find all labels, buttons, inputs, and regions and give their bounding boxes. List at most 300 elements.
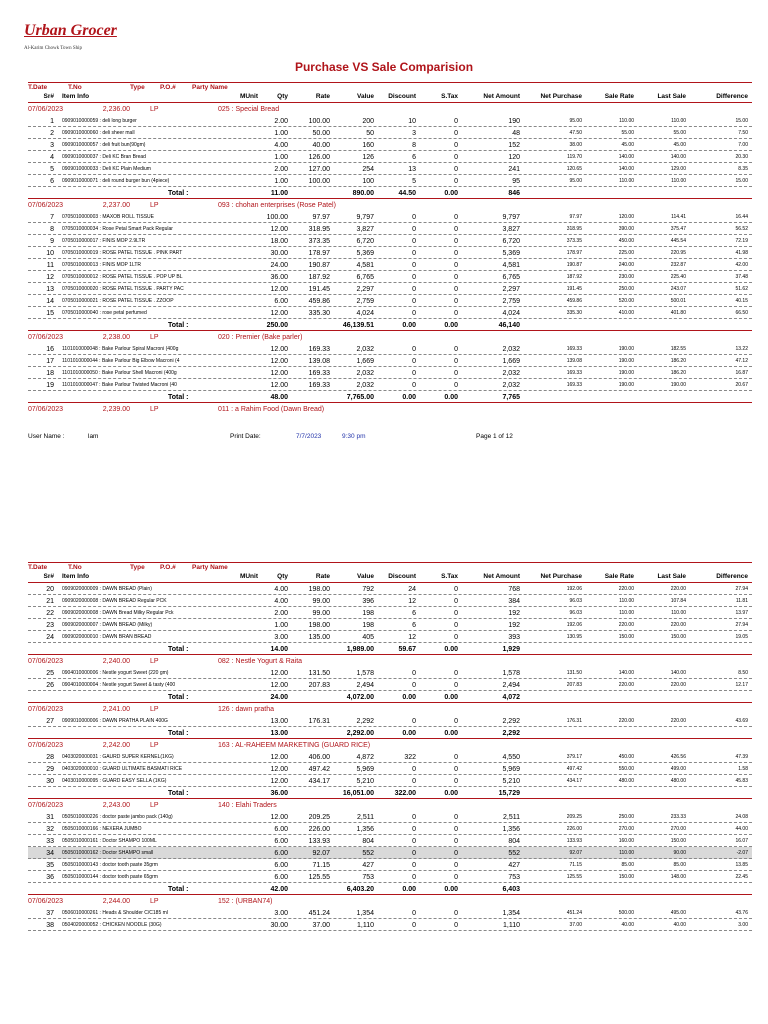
cell-difference: 43.76 [735, 910, 748, 916]
cell-difference: 16.87 [735, 370, 748, 376]
header-discount: Discount [388, 573, 416, 580]
cell-sale-rate: 500.00 [618, 910, 634, 916]
cell-sr: 38 [46, 922, 54, 929]
cell-last-sale: 270.00 [670, 826, 686, 832]
cell-sr: 12 [46, 274, 54, 281]
cell-discount: 0 [412, 226, 416, 233]
cell-stax: 0 [454, 814, 458, 821]
cell-item-info: 0505010000162 : Doctor SHAMPO small [62, 850, 154, 856]
table-row[interactable] [28, 379, 752, 391]
invoice-type: LP [150, 334, 159, 341]
table-row[interactable] [28, 907, 752, 919]
cell-sale-rate: 190.00 [618, 382, 634, 388]
cell-item-info: 0705010000034 : Rose Petal Smart Pack Regular [62, 226, 173, 232]
table-row[interactable] [28, 307, 752, 319]
group-total-row [28, 643, 752, 655]
cell-rate: 406.00 [308, 754, 330, 761]
cell-sale-rate: 480.00 [618, 778, 634, 784]
table-row[interactable] [28, 211, 752, 223]
cell-difference: 20.67 [735, 382, 748, 388]
cell-sr: 34 [46, 850, 54, 857]
total-net: 6,403 [502, 886, 520, 893]
cell-difference: 45.83 [735, 778, 748, 784]
cell-qty: 6.00 [274, 298, 288, 305]
header-rate: Rate [315, 573, 330, 580]
header-stax: S.Tax [441, 93, 458, 100]
invoice-type: LP [150, 202, 159, 209]
group-total-row [28, 319, 752, 331]
cell-value: 126 [362, 154, 374, 161]
cell-net-purchase: 37.00 [569, 922, 582, 928]
cell-last-sale: 182.55 [670, 346, 686, 352]
table-row[interactable] [28, 343, 752, 355]
table-row[interactable] [28, 919, 752, 931]
cell-value: 804 [362, 838, 374, 845]
cell-stax: 0 [454, 838, 458, 845]
table-row[interactable] [28, 667, 752, 679]
invoice-group-header [28, 331, 752, 343]
cell-discount: 12 [408, 598, 416, 605]
cell-rate: 209.25 [308, 814, 330, 821]
cell-discount: 8 [412, 142, 416, 149]
cell-last-sale: 45.00 [673, 142, 686, 148]
cell-sale-rate: 190.00 [618, 358, 634, 364]
invoice-tno: 2,236.00 [102, 106, 130, 113]
cell-value: 1,110 [357, 922, 374, 929]
cell-stax: 0 [454, 142, 458, 149]
header-sr: Sr# [43, 93, 54, 100]
cell-sr: 2 [50, 130, 54, 137]
invoice-tno: 2,243.00 [102, 802, 130, 809]
cell-value: 198 [362, 610, 374, 617]
cell-qty: 30.00 [270, 250, 288, 257]
table-row[interactable] [28, 619, 752, 631]
table-row[interactable] [28, 775, 752, 787]
total-discount: 44.50 [398, 190, 416, 197]
table-row[interactable] [28, 151, 752, 163]
cell-stax: 0 [454, 634, 458, 641]
invoice-tno: 2,237.00 [102, 202, 130, 209]
total-net: 1,929 [502, 646, 520, 653]
cell-net-purchase: 379.17 [566, 754, 582, 760]
cell-item-info: 0705010000021 : ROSE PATEL TISSUE . ZZOOP [62, 298, 174, 304]
cell-net-purchase: 131.50 [566, 670, 582, 676]
cell-net-purchase: 434.17 [566, 778, 582, 784]
table-row[interactable] [28, 751, 752, 763]
cell-stax: 0 [454, 358, 458, 365]
cell-sale-rate: 160.00 [618, 838, 634, 844]
cell-sale-rate: 120.00 [618, 214, 634, 220]
table-row[interactable] [28, 607, 752, 619]
header-net-amount: Net Amount [483, 573, 520, 580]
cell-qty: 18.00 [270, 238, 288, 245]
invoice-party: 126 : dawn pratha [218, 706, 275, 713]
table-row[interactable] [28, 127, 752, 139]
cell-last-sale: 150.00 [670, 634, 686, 640]
cell-sr: 4 [50, 154, 54, 161]
cell-net-purchase: 497.42 [566, 766, 582, 772]
cell-difference: 7.00 [738, 142, 748, 148]
cell-qty: 12.00 [270, 382, 288, 389]
cell-stax: 0 [454, 214, 458, 221]
cell-discount: 13 [408, 166, 416, 173]
cell-value: 2,292 [356, 718, 374, 725]
cell-qty: 12.00 [270, 814, 288, 821]
cell-stax: 0 [454, 850, 458, 857]
table-row[interactable] [28, 835, 752, 847]
total-value: 7,765.00 [346, 394, 374, 401]
table-row[interactable] [28, 583, 752, 595]
invoice-date: 07/06/2023 [28, 106, 64, 113]
cell-sr: 13 [46, 286, 54, 293]
total-net: 4,072 [502, 694, 520, 701]
cell-discount: 0 [412, 262, 416, 269]
cell-net-purchase: 169.33 [566, 346, 582, 352]
cell-sr: 28 [46, 754, 54, 761]
header-value: Value [357, 93, 374, 100]
cell-net-amount: 4,024 [502, 310, 520, 317]
cell-net-amount: 48 [512, 130, 520, 137]
cell-sr: 17 [46, 358, 54, 365]
table-row[interactable] [28, 715, 752, 727]
cell-qty: 12.00 [270, 226, 288, 233]
cell-value: 4,872 [356, 754, 374, 761]
invoice-party: 082 : Nestle Yogurt & Raita [218, 658, 303, 665]
cell-value: 5,969 [356, 766, 374, 773]
cell-discount: 0 [412, 250, 416, 257]
total-discount: 0.00 [402, 394, 416, 401]
cell-value: 2,494 [356, 682, 374, 689]
table-row[interactable] [28, 679, 752, 691]
cell-qty: 13.00 [270, 718, 288, 725]
cell-difference: 47.39 [735, 754, 748, 760]
cell-sr: 11 [46, 262, 54, 269]
invoice-date: 07/06/2023 [28, 742, 64, 749]
cell-rate: 373.35 [308, 238, 330, 245]
table-row[interactable] [28, 355, 752, 367]
cell-item-info: 0909010000059 : deli long burger [62, 118, 137, 124]
table-row[interactable] [28, 847, 752, 859]
cell-last-sale: 220.00 [670, 622, 686, 628]
cell-qty: 6.00 [274, 862, 288, 869]
total-discount: 59.67 [398, 646, 416, 653]
cell-stax: 0 [454, 166, 458, 173]
cell-sale-rate: 250.00 [618, 814, 634, 820]
cell-discount: 0 [412, 310, 416, 317]
cell-last-sale: 40.00 [673, 922, 686, 928]
total-label: Total : [168, 694, 189, 701]
cell-net-amount: 393 [508, 634, 520, 641]
cell-rate: 176.31 [308, 718, 330, 725]
cell-item-info: 0505010000226 : doctor paste jambo pack (140g) [62, 814, 173, 820]
cell-qty: 36.00 [270, 274, 288, 281]
cell-difference: 44.00 [735, 826, 748, 832]
cell-last-sale: 110.00 [671, 178, 686, 184]
cell-qty: 4.00 [274, 142, 288, 149]
header-po: P.O.# [160, 564, 176, 571]
cell-difference: 66.50 [735, 310, 748, 316]
cell-last-sale: 225.40 [670, 274, 686, 280]
cell-value: 753 [362, 874, 374, 881]
cell-sr: 31 [46, 814, 54, 821]
table-row[interactable] [28, 871, 752, 883]
cell-net-amount: 190 [508, 118, 520, 125]
footer-print-label: Print Date: [230, 433, 261, 440]
total-stax: 0.00 [444, 886, 458, 893]
total-qty: 11.00 [270, 190, 288, 197]
table-row[interactable] [28, 631, 752, 643]
cell-value: 396 [362, 598, 374, 605]
cell-net-amount: 2,032 [502, 346, 520, 353]
table-row[interactable] [28, 271, 752, 283]
cell-sale-rate: 220.00 [618, 586, 634, 592]
cell-difference: 16.07 [735, 838, 748, 844]
cell-sale-rate: 250.00 [618, 286, 634, 292]
header-tno: T.No [68, 564, 82, 571]
header-party: Party Name [192, 564, 228, 571]
cell-net-purchase: 191.45 [566, 286, 582, 292]
cell-qty: 12.00 [270, 670, 288, 677]
cell-value: 1,356 [356, 826, 374, 833]
table-row[interactable] [28, 859, 752, 871]
cell-rate: 318.95 [308, 226, 330, 233]
cell-difference: 1.58 [738, 766, 748, 772]
cell-sr: 18 [46, 370, 54, 377]
cell-net-amount: 2,494 [502, 682, 520, 689]
cell-qty: 1.00 [274, 154, 288, 161]
table-row[interactable] [28, 223, 752, 235]
invoice-type: LP [150, 898, 159, 905]
table-row[interactable] [28, 163, 752, 175]
cell-difference: 15.00 [735, 178, 748, 184]
cell-qty: 12.00 [270, 682, 288, 689]
cell-difference: 47.12 [735, 358, 748, 364]
cell-sr: 8 [50, 226, 54, 233]
table-row[interactable] [28, 283, 752, 295]
table-row[interactable] [28, 595, 752, 607]
cell-net-purchase: 119.70 [567, 154, 582, 160]
cell-discount: 0 [412, 298, 416, 305]
cell-net-purchase: 192.06 [566, 586, 582, 592]
total-stax: 0.00 [444, 190, 458, 197]
total-stax: 0.00 [444, 790, 458, 797]
cell-item-info: 0505010000143 : doctor tooth paste 35grm [62, 862, 158, 868]
cell-last-sale: 110.00 [671, 610, 686, 616]
table-row[interactable] [28, 259, 752, 271]
cell-item-info: 0705010000017 : FINIS MOP 2.9LTR [62, 238, 146, 244]
cell-net-purchase: 96.03 [569, 598, 582, 604]
group-total-row [28, 883, 752, 895]
cell-rate: 169.33 [308, 382, 330, 389]
cell-item-info: 0705010000013 : FINIS MOP 1LTR [62, 262, 142, 268]
header-row-2 [28, 572, 752, 583]
cell-discount: 0 [412, 214, 416, 221]
cell-net-purchase: 38.00 [569, 142, 582, 148]
cell-rate: 100.00 [308, 118, 330, 125]
cell-net-amount: 2,032 [502, 382, 520, 389]
cell-net-purchase: 169.33 [566, 370, 582, 376]
cell-net-amount: 241 [508, 166, 520, 173]
cell-qty: 6.00 [274, 826, 288, 833]
cell-sale-rate: 110.00 [619, 610, 634, 616]
cell-sale-rate: 220.00 [618, 622, 634, 628]
cell-item-info: 0909010000060 : deli sheer mall [62, 130, 135, 136]
cell-last-sale: 186.20 [670, 370, 686, 376]
cell-item-info: 0909020000010 : DAWN BRAN BREAD [62, 634, 152, 640]
cell-value: 3,827 [356, 226, 374, 233]
cell-value: 6,720 [356, 238, 374, 245]
table-row[interactable] [28, 247, 752, 259]
cell-qty: 12.00 [270, 370, 288, 377]
cell-stax: 0 [454, 826, 458, 833]
cell-qty: 1.00 [274, 130, 288, 137]
invoice-tno: 2,242.00 [102, 742, 130, 749]
cell-net-amount: 4,581 [502, 262, 520, 269]
cell-difference: 11.81 [735, 598, 748, 604]
total-label: Total : [168, 730, 189, 737]
cell-net-amount: 4,550 [502, 754, 520, 761]
cell-discount: 0 [412, 286, 416, 293]
total-qty: 42.00 [270, 886, 288, 893]
cell-difference: -2.07 [736, 850, 748, 856]
cell-discount: 0 [412, 718, 416, 725]
cell-sale-rate: 410.00 [618, 310, 634, 316]
header-munit: MUnit [239, 93, 258, 100]
table-row[interactable] [28, 235, 752, 247]
table-row[interactable] [28, 295, 752, 307]
total-qty: 48.00 [270, 394, 288, 401]
cell-net-amount: 427 [508, 862, 520, 869]
invoice-group-header [28, 799, 752, 811]
cell-item-info: 0505010000144 : doctor tooth paste 65grm [62, 874, 158, 880]
cell-stax: 0 [454, 610, 458, 617]
cell-net-purchase: 209.25 [566, 814, 582, 820]
cell-stax: 0 [454, 310, 458, 317]
cell-net-amount: 804 [508, 838, 520, 845]
table-row[interactable] [28, 811, 752, 823]
cell-sale-rate: 190.00 [618, 346, 634, 352]
cell-sr: 1 [50, 118, 54, 125]
cell-net-amount: 5,969 [502, 766, 520, 773]
cell-difference: 15.00 [735, 118, 748, 124]
cell-item-info: 0403020000031 : GAURD SUPER KERNEL(1KG) [62, 754, 174, 760]
cell-discount: 0 [412, 358, 416, 365]
cell-sr: 3 [50, 142, 54, 149]
cell-value: 2,032 [356, 346, 374, 353]
table-row[interactable] [28, 139, 752, 151]
cell-net-purchase: 95.00 [569, 118, 582, 124]
cell-value: 427 [362, 862, 374, 869]
cell-net-amount: 384 [508, 598, 520, 605]
header-value: Value [357, 573, 374, 580]
cell-value: 160 [362, 142, 374, 149]
cell-net-purchase: 139.08 [566, 358, 582, 364]
cell-rate: 335.30 [308, 310, 330, 317]
total-net: 15,729 [498, 790, 520, 797]
cell-difference: 56.52 [735, 226, 748, 232]
cell-item-info: 0909010000037 : Deli KC Bran Bread [62, 154, 146, 160]
invoice-type: LP [150, 706, 159, 713]
cell-item-info: 0904010000006 : Nestle yogurt Sweet (220 gm) [62, 670, 169, 676]
table-row[interactable] [28, 175, 752, 187]
table-row[interactable] [28, 763, 752, 775]
cell-net-amount: 2,297 [502, 286, 520, 293]
cell-value: 5,210 [356, 778, 374, 785]
cell-sr: 30 [46, 778, 54, 785]
cell-stax: 0 [454, 922, 458, 929]
cell-sr: 36 [46, 874, 54, 881]
cell-net-purchase: 97.97 [569, 214, 582, 220]
cell-rate: 226.00 [308, 826, 330, 833]
total-qty: 14.00 [270, 646, 288, 653]
total-value: 6,403.20 [346, 886, 374, 893]
cell-net-purchase: 373.35 [566, 238, 582, 244]
cell-sale-rate: 225.00 [618, 250, 634, 256]
cell-discount: 3 [412, 130, 416, 137]
report-page-2 [28, 562, 752, 931]
total-net: 846 [508, 190, 520, 197]
cell-rate: 99.00 [312, 598, 330, 605]
group-total-row [28, 787, 752, 799]
cell-sr: 22 [46, 610, 54, 617]
cell-rate: 198.00 [308, 622, 330, 629]
cell-rate: 71.15 [312, 862, 330, 869]
table-row[interactable] [28, 367, 752, 379]
cell-difference: 24.08 [735, 814, 748, 820]
cell-net-amount: 1,578 [502, 670, 520, 677]
invoice-party: 011 : a Rahim Food (Dawn Bread) [218, 406, 325, 413]
cell-difference: 43.69 [735, 718, 748, 724]
group-total-row [28, 187, 752, 199]
cell-discount: 0 [412, 382, 416, 389]
cell-value: 1,669 [356, 358, 374, 365]
cell-item-info: 1101010000047 : Bake Parlour Twisted Macroni (40 [62, 382, 177, 388]
cell-rate: 92.07 [312, 850, 330, 857]
cell-rate: 459.86 [308, 298, 330, 305]
cell-last-sale: 232.87 [670, 262, 686, 268]
total-value: 16,051.00 [342, 790, 374, 797]
cell-net-amount: 1,669 [502, 358, 520, 365]
cell-sr: 35 [46, 862, 54, 869]
cell-item-info: 0909010000071 : deli round burger bun (4piece) [62, 178, 170, 184]
cell-last-sale: 150.00 [670, 838, 686, 844]
invoice-party: 152 : (URBAN74) [218, 898, 273, 905]
cell-discount: 0 [412, 862, 416, 869]
cell-sale-rate: 450.00 [618, 754, 634, 760]
group-total-row [28, 391, 752, 403]
cell-net-purchase: 318.95 [566, 226, 582, 232]
cell-sale-rate: 110.00 [619, 850, 634, 856]
cell-last-sale: 401.80 [670, 310, 686, 316]
cell-item-info: 1101010000048 : Bake Parlour Spiral Macroni (400g [62, 346, 179, 352]
cell-item-info: 0909020000008 : DAWN BREAD Regular PCK [62, 598, 167, 604]
cell-sale-rate: 140.00 [618, 166, 634, 172]
cell-net-amount: 3,827 [502, 226, 520, 233]
header-row-1 [28, 562, 752, 572]
cell-net-amount: 5,210 [502, 778, 520, 785]
table-row[interactable] [28, 115, 752, 127]
cell-difference: 27.94 [735, 622, 748, 628]
cell-net-purchase: 226.00 [566, 826, 582, 832]
cell-qty: 3.00 [274, 910, 288, 917]
cell-last-sale: 190.00 [670, 382, 686, 388]
table-row[interactable] [28, 823, 752, 835]
cell-net-amount: 2,292 [502, 718, 520, 725]
total-value: 2,292.00 [346, 730, 374, 737]
invoice-date: 07/06/2023 [28, 658, 64, 665]
invoice-party: 140 : Elahi Traders [218, 802, 277, 809]
cell-discount: 0 [412, 910, 416, 917]
